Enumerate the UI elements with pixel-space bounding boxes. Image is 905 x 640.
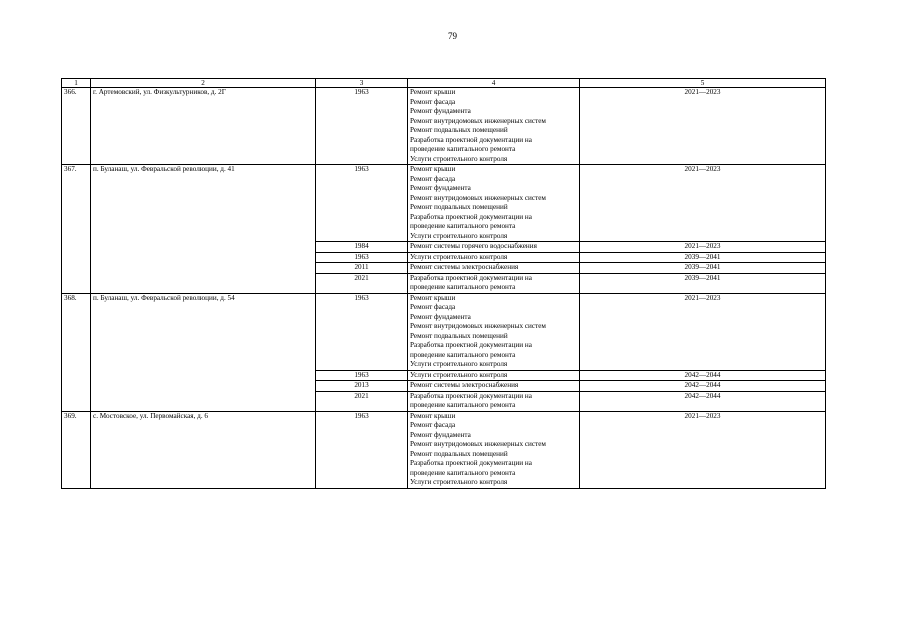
work-item: Ремонт крыши — [410, 165, 456, 174]
works-cell — [408, 88, 580, 165]
work-item: Разработка проектной документации на — [410, 341, 532, 350]
period-cell: 2042—2044 — [580, 381, 826, 392]
work-item: Ремонт крыши — [410, 293, 456, 302]
row-number: 368. — [62, 293, 91, 411]
work-item: Услуги строительного контроля — [410, 478, 508, 487]
period-cell: 2021—2023 — [580, 411, 826, 488]
year-cell: 1963 — [316, 293, 408, 370]
address-cell: п. Буланаш, ул. Февральской революции, д. 54 — [91, 293, 316, 411]
work-item: Ремонт подвальных помещений — [410, 126, 508, 135]
work-item: Разработка проектной документации на — [410, 135, 532, 144]
page-number: 79 — [448, 31, 457, 41]
year-cell: 2013 — [316, 381, 408, 392]
header-row — [62, 79, 826, 88]
work-item: проведение капитального ремонта — [410, 401, 516, 410]
work-item: Ремонт крыши — [410, 411, 456, 420]
works-cell — [408, 242, 580, 253]
work-item: Ремонт подвальных помещений — [410, 331, 508, 340]
work-item: Услуги строительного контроля — [410, 370, 508, 379]
work-item: Разработка проектной документации на — [410, 212, 532, 221]
table-row — [62, 165, 826, 242]
work-item: проведение капитального ремонта — [410, 145, 516, 154]
work-item: проведение капитального ремонта — [410, 350, 516, 359]
work-item: Ремонт фасада — [410, 174, 456, 183]
work-item: Ремонт системы горячего водоснабжения — [410, 242, 537, 251]
work-item: Ремонт фасада — [410, 421, 456, 430]
work-item: Ремонт внутридомовых инженерных систем — [410, 440, 546, 449]
works-cell — [408, 370, 580, 381]
year-cell: 2021 — [316, 391, 408, 411]
repair-schedule-table — [61, 78, 826, 489]
period-cell: 2021—2023 — [580, 165, 826, 242]
year-cell: 1963 — [316, 88, 408, 165]
period-cell: 2039—2041 — [580, 252, 826, 263]
year-cell: 1963 — [316, 165, 408, 242]
work-item: Ремонт внутридомовых инженерных систем — [410, 116, 546, 125]
works-cell — [408, 411, 580, 488]
work-item: Ремонт внутридомовых инженерных систем — [410, 322, 546, 331]
work-item: Ремонт внутридомовых инженерных систем — [410, 193, 546, 202]
work-item: Ремонт системы электроснабжения — [410, 381, 519, 390]
work-item: Услуги строительного контроля — [410, 154, 508, 163]
col-header-year: 3 — [316, 79, 408, 88]
work-item: Ремонт системы электроснабжения — [410, 263, 519, 272]
work-item: Ремонт фундамента — [410, 107, 471, 116]
work-item: Услуги строительного контроля — [410, 360, 508, 369]
work-item: Ремонт фундамента — [410, 184, 471, 193]
year-cell: 2021 — [316, 273, 408, 293]
period-cell: 2039—2041 — [580, 273, 826, 293]
work-item: Разработка проектной документации на — [410, 391, 532, 400]
year-cell: 2011 — [316, 263, 408, 274]
work-item: Услуги строительного контроля — [410, 252, 508, 261]
period-cell: 2021—2023 — [580, 293, 826, 370]
row-number: 366. — [62, 88, 91, 165]
year-cell: 1963 — [316, 411, 408, 488]
work-item: проведение капитального ремонта — [410, 468, 516, 477]
period-cell: 2021—2023 — [580, 88, 826, 165]
work-item: Ремонт фасада — [410, 303, 456, 312]
address-cell: г. Артемовский, ул. Физкультурников, д. 2Г — [91, 88, 316, 165]
col-header-works: 4 — [408, 79, 580, 88]
works-cell — [408, 252, 580, 263]
year-cell: 1963 — [316, 370, 408, 381]
period-cell: 2039—2041 — [580, 263, 826, 274]
year-cell: 1984 — [316, 242, 408, 253]
col-header-period: 5 — [580, 79, 826, 88]
year-cell: 1963 — [316, 252, 408, 263]
address-cell: с. Мостовское, ул. Первомайская, д. 6 — [91, 411, 316, 488]
work-item: Разработка проектной документации на — [410, 273, 532, 282]
work-item: Ремонт фундамента — [410, 312, 471, 321]
col-header-address: 2 — [91, 79, 316, 88]
work-item: Ремонт крыши — [410, 88, 456, 97]
col-header-number: 1 — [62, 79, 91, 88]
table-row — [62, 88, 826, 165]
period-cell: 2042—2044 — [580, 391, 826, 411]
period-cell: 2021—2023 — [580, 242, 826, 253]
work-item: Услуги строительного контроля — [410, 231, 508, 240]
address-cell: п. Буланаш, ул. Февральской революции, д. 41 — [91, 165, 316, 294]
works-cell — [408, 391, 580, 411]
work-item: проведение капитального ремонта — [410, 222, 516, 231]
table-row — [62, 411, 826, 488]
row-number: 369. — [62, 411, 91, 488]
period-cell: 2042—2044 — [580, 370, 826, 381]
works-cell — [408, 381, 580, 392]
table-row — [62, 293, 826, 370]
works-cell — [408, 165, 580, 242]
work-item: Ремонт подвальных помещений — [410, 203, 508, 212]
works-cell — [408, 263, 580, 274]
work-item: Ремонт фундамента — [410, 430, 471, 439]
work-item: Ремонт подвальных помещений — [410, 449, 508, 458]
row-number: 367. — [62, 165, 91, 294]
work-item: Ремонт фасада — [410, 97, 456, 106]
work-item: проведение капитального ремонта — [410, 283, 516, 292]
works-cell — [408, 293, 580, 370]
work-item: Разработка проектной документации на — [410, 459, 532, 468]
works-cell — [408, 273, 580, 293]
